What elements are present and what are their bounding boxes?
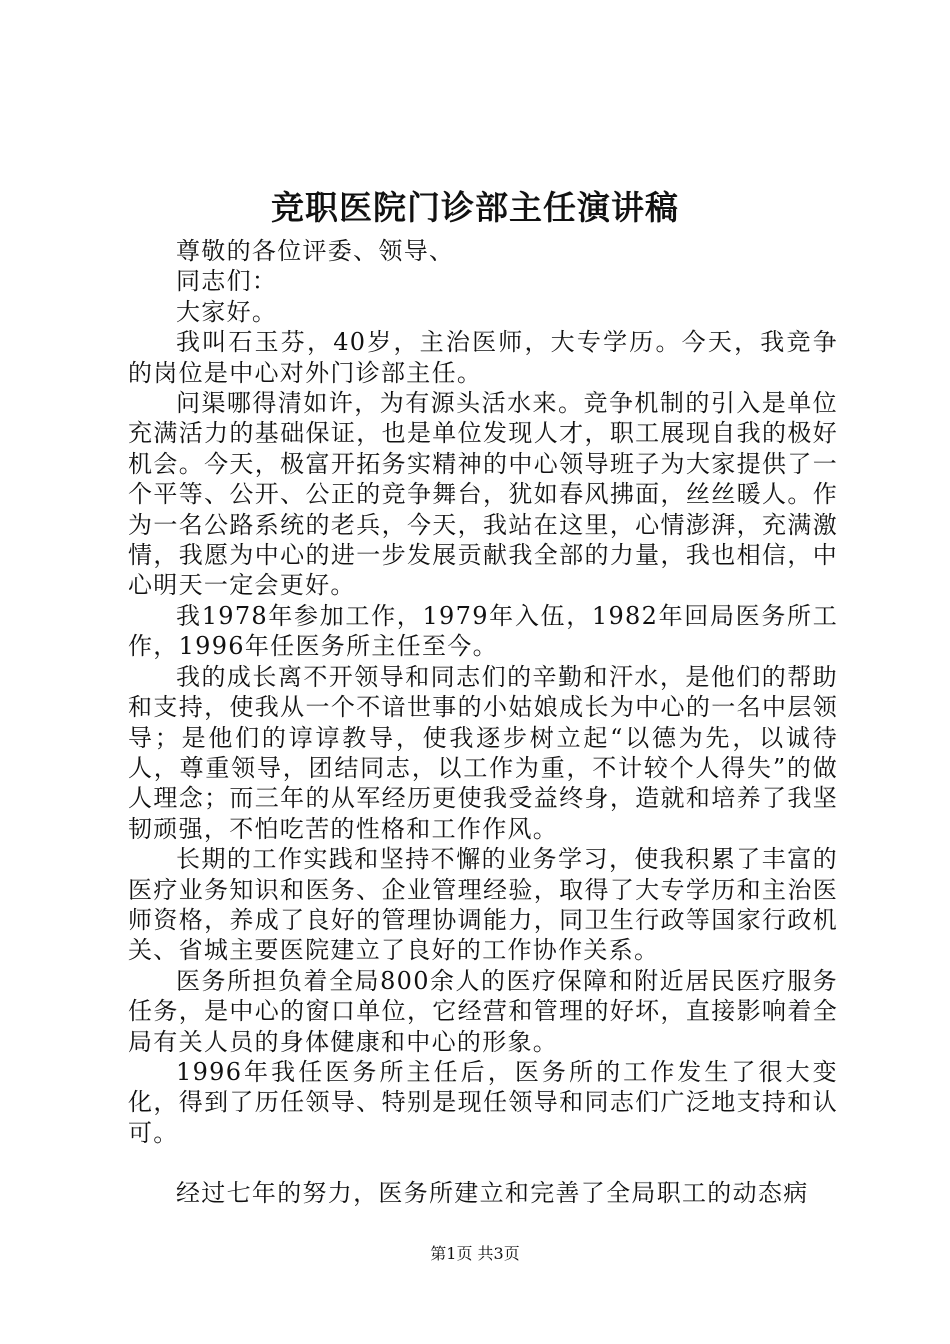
page-footer: 第1页 共3页 — [430, 1244, 520, 1263]
paragraph-competition: 问渠哪得清如许，为有源头活水来。竞争机制的引入是单位充满活力的基础保证，也是单位发现人才，职工展现自我的极好机会。今天，极富开拓务实精神的中心领导班子为大家提供了一个平等、公开、公正的竞争舞台，犹如春风拂面，丝丝暖人。作为一名公路系统的老兵，今天，我站在这里，心情澎湃，充满激情，我愿为中心的进一步发展贡献我全部的力量，我也相信，中心明天一定会更好。 — [128, 389, 838, 600]
salutation-line-2: 同志们： — [176, 267, 278, 296]
greeting: 大家好。 — [176, 297, 278, 326]
paragraph-efforts: 经过七年的努力，医务所建立和完善了全局职工的动态病 — [176, 1179, 809, 1208]
document-title: 竞职医院门诊部主任演讲稿 — [271, 188, 679, 227]
paragraph-introduction: 我叫石玉芬，40岁，主治医师，大专学历。今天，我竞争的岗位是中心对外门诊部主任。 — [128, 328, 838, 387]
paragraph-growth: 我的成长离不开领导和同志们的辛勤和汗水，是他们的帮助和支持，使我从一个不谙世事的小姑娘成长为中心的一名中层领导；是他们的谆谆教导，使我逐步树立起“以德为先，以诚待人，尊重领导，团结同志，以工作为重，不计较个人得失”的做人理念；而三年的从军经历更使我受益终身，造就和培养了我坚韧顽强，不怕吃苦的性格和工作作风。 — [128, 662, 838, 843]
paragraph-experience: 长期的工作实践和坚持不懈的业务学习，使我积累了丰富的医疗业务知识和医务、企业管理经验，取得了大专学历和主治医师资格，养成了良好的管理协调能力，同卫生行政等国家行政机关、省城主要医院建立了良好的工作协作关系。 — [128, 845, 838, 965]
paragraph-career: 我1978年参加工作，1979年入伍，1982年回局医务所工作，1996年任医务所主任至今。 — [128, 601, 838, 661]
salutation-line-1: 尊敬的各位评委、领导、 — [176, 237, 455, 265]
paragraph-changes: 1996年我任医务所主任后，医务所的工作发生了很大变化，得到了历任领导、特别是现任领导和同志们广泛地支持和认可。 — [128, 1057, 838, 1147]
document-body — [128, 236, 838, 1209]
paragraph-clinic-role: 医务所担负着全局800余人的医疗保障和附近居民医疗服务任务，是中心的窗口单位，它经营和管理的好坏，直接影响着全局有关人员的身体健康和中心的形象。 — [128, 966, 838, 1056]
